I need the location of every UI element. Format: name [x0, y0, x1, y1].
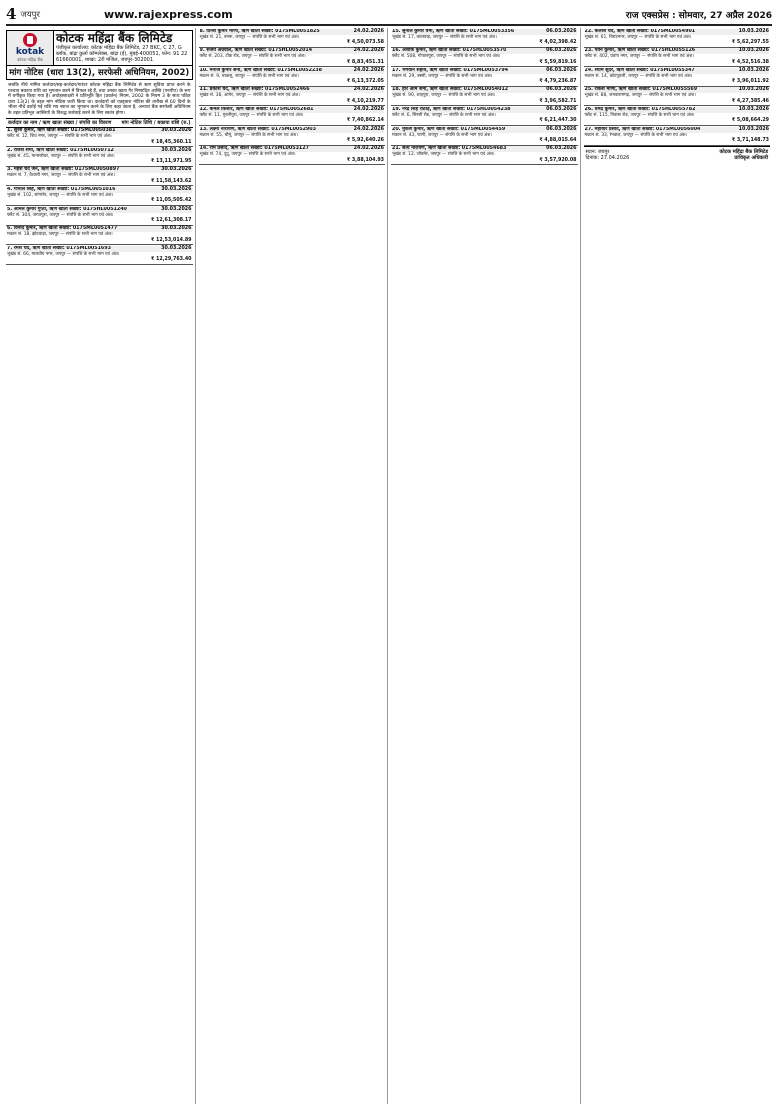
borrower-name: 24. श्याम सुंदर, ऋण खाता संख्या: 0175ML0055347: [584, 67, 695, 73]
borrower-name: 18. हरि ओम शर्मा, ऋण खाता संख्या: 0175ML0054012: [392, 87, 509, 93]
date-label: दिनांक: 27.04.2026: [585, 155, 630, 162]
property-description: फ्लैट सं. 304, जगतपुरा, जयपुर — संपत्ति के सभी भाग एवं अंश।: [7, 212, 114, 218]
borrower-name: 20. मुकेश कुमार, ऋण खाता संख्या: 0175ML0054459: [392, 126, 506, 132]
notice-date: 06.03.2026: [546, 28, 577, 34]
entry-head: [585, 29, 770, 35]
notice-date: 30.03.2026: [161, 245, 192, 251]
property-description: मकान सं. 7, वैशाली नगर, जयपुर — संपत्ति के सभी भाग एवं अंश।: [7, 173, 115, 179]
borrower-name: 21. सत्य नारायण, ऋण खाता संख्या: 0175ML0054683: [392, 146, 507, 152]
borrower-name: 23. पवन कुमार, ऋण खाता संख्या: 0175HL0055126: [584, 48, 696, 54]
property-description: मकान सं. 9, चाकसू, जयपुर — संपत्ति के सभी भाग एवं अंश।: [199, 73, 299, 79]
entry-head: [200, 68, 385, 74]
notice-entry: [6, 206, 193, 226]
notice-entry: [391, 126, 578, 146]
property-description: फ्लैट सं. 11, मुरलीपुरा, जयपुर — संपत्ति के सभी भाग एवं अंश।: [199, 112, 304, 118]
property-description: भूखंड सं. 12, जोबनेर, जयपुर — संपत्ति के सभी भाग एवं अंश।: [392, 152, 495, 158]
notice-intro: जबकि नीचे नामित कर्जदार/सह-कर्जदार/गारंटर कोटक महिंद्रा बैंक लिमिटेड से ऋण सुविधा प्राप्त करने के पश्चात बकाया राशि का भुगतान करने में विफल रहे हैं, तथा उनका खाता गैर निष्पादित आस्ति (एनपीए) के रूप में वर्गीकृत किया गया है। अधोहस्ताक्षरी ने प्रतिभूति हित (प्रवर्तन) नियम, 2002 के नियम 3 के साथ पठित धारा 13(2) के तहत मांग नोटिस जारी किया था। कर्जदारों को एतद्द्वारा नोटिस की तारीख से 60 दिनों के भीतर नीचे दर्शाई गई राशि मय ब्याज का भुगतान करने के लिए कहा जाता है, अन्यथा बैंक सरफेसी अधिनियम के तहत प्रतिभूत आस्तियों के विरुद्ध कार्रवाई करने के लिए स्वतंत्र होगा।: [8, 83, 191, 116]
outstanding-amount: ₹ 5,62,297.55: [731, 40, 769, 45]
entry-head: [7, 207, 192, 213]
property-description: मकान सं. 29, बस्सी, जयपुर — संपत्ति के सभी भाग एवं अंश।: [392, 73, 493, 79]
outstanding-amount: ₹ 4,10,219.77: [346, 98, 384, 104]
entries-list: [584, 28, 771, 146]
notice-entry: [199, 87, 386, 107]
borrower-name: 11. प्रकाश चंद, ऋण खाता संख्या: 0175ML0052466: [199, 87, 310, 93]
notice-entry: [6, 147, 193, 167]
column-4: [584, 28, 773, 1104]
borrower-name: 6. विनोद कुमार, ऋण खाता संख्या: 0175ML0051477: [7, 226, 118, 232]
outstanding-amount: ₹ 3,96,582.71: [539, 98, 577, 104]
entry-head: [7, 246, 192, 252]
outstanding-amount: ₹ 4,50,073.58: [346, 40, 384, 45]
notice-date: 10.03.2026: [738, 126, 769, 132]
notice-date: 06.03.2026: [546, 106, 577, 112]
outstanding-amount: ₹ 4,88,015.64: [539, 137, 577, 143]
outstanding-amount: ₹ 3,57,920.08: [539, 157, 577, 163]
page-number: 4: [6, 5, 17, 23]
signer-title: प्राधिकृत अधिकारी: [734, 155, 768, 162]
borrower-name: 27. महावीर प्रसाद, ऋण खाता संख्या: 0175ML0056004: [584, 126, 701, 132]
notice-date: 24.02.2026: [353, 146, 384, 152]
bank-address: पंजीकृत कार्यालय: कोटक महिंद्रा बैंक लिमिटेड, 27 BKC, C 27, G ब्लॉक, बांद्रा कुर्ला कॉम्प्लेक्स, बांद्रा (ई), मुंबई-400051, फोन: 91 22 61660001, शाखा: 2री मंजिल, जयपुर-302001: [56, 45, 188, 63]
borrower-name: 26. धर्मेंद्र कुमार, ऋण खाता संख्या: 0175HL0055782: [584, 106, 696, 112]
table-header: [6, 118, 193, 128]
notice-date: 10.03.2026: [738, 87, 769, 93]
notice-date: 24.02.2026: [353, 67, 384, 73]
masthead: [6, 4, 772, 26]
column-3: [391, 28, 581, 1104]
notice-entry: [584, 126, 771, 146]
property-description: मकान सं. 18, झोटवाड़ा, जयपुर — संपत्ति के सभी भाग एवं अंश।: [7, 232, 113, 238]
entries-list: [6, 128, 193, 265]
notice-date: 24.02.2026: [353, 87, 384, 93]
notice-date: 24.02.2026: [353, 106, 384, 112]
notice-entry: [391, 146, 578, 166]
logo-word: kotak: [15, 47, 45, 57]
property-description: फ्लैट सं. 115, निवारू रोड, जयपुर — संपत्ति के सभी भाग एवं अंश।: [584, 112, 695, 118]
borrower-name: 17. भगवान सहाय, ऋण खाता संख्या: 0175ML0053794: [392, 67, 509, 73]
outstanding-amount: ₹ 18,45,360.11: [150, 139, 192, 145]
property-description: भूखंड सं. 102, सांगानेर, जयपुर — संपत्ति के सभी भाग एवं अंश।: [7, 192, 114, 198]
notice-entry: [391, 106, 578, 126]
outstanding-amount: ₹ 4,79,236.87: [539, 79, 577, 85]
notice-date: 30.03.2026: [161, 206, 192, 212]
entries-list: [199, 28, 386, 165]
notice-entry: [199, 28, 386, 48]
property-description: फ्लैट सं. 6, सिरसी रोड, जयपुर — संपत्ति के सभी भाग एवं अंश।: [392, 112, 496, 118]
outstanding-amount: ₹ 12,53,014.89: [150, 237, 192, 243]
bank-header: [7, 31, 192, 65]
outstanding-amount: ₹ 6,21,447.30: [539, 118, 577, 124]
entry-head: [585, 127, 770, 133]
notice-footer: [584, 146, 771, 164]
notice-date: 30.03.2026: [161, 226, 192, 232]
notice-date: 30.03.2026: [161, 147, 192, 153]
footer-row: [586, 155, 769, 162]
outstanding-amount: ₹ 11,58,143.62: [150, 178, 192, 184]
property-description: फ्लैट सं. 508, गोपालपुरा, जयपुर — संपत्ति के सभी भाग एवं अंश।: [392, 54, 501, 60]
notice-entry: [6, 128, 193, 148]
outstanding-amount: ₹ 5,92,640.26: [346, 137, 384, 143]
outstanding-amount: ₹ 11,05,505.42: [150, 198, 192, 204]
notice-entry: [391, 48, 578, 68]
property-description: भूखंड सं. 61, विराटनगर, जयपुर — संपत्ति के सभी भाग एवं अंश।: [584, 34, 692, 40]
borrower-name: 8. दिनेश कुमार मीणा, ऋण खाता संख्या: 0175ML0051825: [199, 28, 320, 34]
borrower-name: 19. नरेंद्र सिंह राठौड़, ऋण खाता संख्या: 0175HL0054238: [392, 106, 511, 112]
kotak-logo-icon: [23, 33, 37, 47]
notice-date: 10.03.2026: [738, 48, 769, 54]
outstanding-amount: ₹ 4,52,516.38: [731, 59, 769, 65]
notice-date: 30.03.2026: [161, 128, 192, 134]
table-header-left: कर्जदार का नाम / ऋण खाता संख्या / संपत्ति का विवरण: [8, 119, 112, 126]
notice-entry: [391, 28, 578, 48]
outstanding-amount: ₹ 3,88,104.93: [346, 157, 384, 163]
property-description: मकान सं. 43, फागी, जयपुर — संपत्ति के सभी भाग एवं अंश।: [392, 132, 493, 138]
notice-date: 10.03.2026: [738, 67, 769, 73]
property-description: भूखंड सं. 90, शाहपुरा, जयपुर — संपत्ति के सभी भाग एवं अंश।: [392, 93, 496, 99]
entry-head: [392, 68, 577, 74]
outstanding-amount: ₹ 4,27,385.46: [731, 98, 769, 104]
notice-date: 06.03.2026: [546, 48, 577, 54]
borrower-name: 14. राम प्रसाद, ऋण खाता संख्या: 0175ML0053127: [199, 146, 309, 152]
website-link[interactable]: www.rajexpress.com: [103, 7, 233, 21]
entry-head: [392, 29, 577, 35]
publication-date: राज एक्सप्रेस : सोमवार, 27 अप्रैल 2026: [625, 10, 772, 21]
notice-entry: [584, 87, 771, 107]
borrower-name: 4. गोपाल सिंह, ऋण खाता संख्या: 0175ML0051016: [7, 186, 116, 192]
notice-entry: [391, 67, 578, 87]
notice-entry: [199, 146, 386, 166]
table-header-right: मांग नोटिस तिथि / बकाया राशि (रु.): [121, 119, 191, 126]
outstanding-amount: ₹ 6,13,372.05: [346, 79, 384, 85]
notice-entry: [6, 245, 193, 265]
outstanding-amount: ₹ 5,59,819.16: [539, 59, 577, 65]
signer-bank: कोटक महिंद्रा बैंक लिमिटेड: [719, 148, 768, 155]
column-1: [6, 28, 196, 1104]
property-description: भूखंड सं. 88, जमवारामगढ़, जयपुर — संपत्ति के सभी भाग एवं अंश।: [584, 93, 696, 99]
borrower-name: 7. रमेश चंद, ऋण खाता संख्या: 0175ML0051693: [7, 245, 111, 251]
entry-head: [585, 68, 770, 74]
notice-entry: [6, 226, 193, 246]
borrower-name: 3. महेश चंद जैन, ऋण खाता संख्या: 0175ML0050897: [7, 167, 120, 173]
outstanding-amount: ₹ 12,29,763.40: [150, 257, 192, 263]
property-description: फ्लैट सं. 12, शिव नगर, जयपुर — संपत्ति के सभी भाग एवं अंश।: [7, 134, 112, 140]
notice-header-box: [6, 30, 193, 80]
notice-entry: [199, 67, 386, 87]
city-name: जयपुर: [20, 9, 40, 20]
outstanding-amount: ₹ 4,02,398.42: [539, 40, 577, 45]
notice-date: 24.02.2026: [353, 48, 384, 54]
notice-entry: [391, 87, 578, 107]
kotak-logo: [7, 31, 54, 65]
notice-entry: [6, 186, 193, 206]
notice-date: 06.03.2026: [546, 146, 577, 152]
notice-date: 30.03.2026: [161, 186, 192, 192]
notice-entry: [584, 48, 771, 68]
notice-date: 06.03.2026: [546, 67, 577, 73]
notice-entry: [584, 106, 771, 126]
property-description: मकान सं. 14, कोटपूतली, जयपुर — संपत्ति के सभी भाग एवं अंश।: [584, 73, 693, 79]
notice-date: 06.03.2026: [546, 87, 577, 93]
notice-date: 30.03.2026: [161, 167, 192, 173]
borrower-name: 2. राजेश शर्मा, ऋण खाता संख्या: 0175HL0050712: [7, 147, 114, 153]
borrower-name: 25. राकेश मीणा, ऋण खाता संख्या: 0175ML0055569: [584, 87, 698, 93]
property-description: भूखंड सं. 21, बगरू, जयपुर — संपत्ति के सभी भाग एवं अंश।: [199, 34, 300, 40]
borrower-name: 10. मनोज कुमार सैनी, ऋण खाता संख्या: 0175ML0052238: [199, 67, 322, 73]
property-description: भूखंड सं. 74, दूदू, जयपुर — संपत्ति के सभी भाग एवं अंश।: [199, 152, 296, 158]
outstanding-amount: ₹ 7,40,862.14: [346, 118, 384, 124]
entry-head: [392, 127, 577, 133]
bank-titles: [54, 31, 192, 65]
notice-entry: [584, 67, 771, 87]
notice-date: 10.03.2026: [738, 28, 769, 34]
outstanding-amount: ₹ 3,96,011.92: [731, 79, 769, 85]
borrower-name: 9. संजय अग्रवाल, ऋण खाता संख्या: 0175HL0052014: [199, 48, 313, 54]
entry-head: [200, 29, 385, 35]
outstanding-amount: ₹ 3,71,148.73: [731, 137, 769, 143]
entry-head: [200, 127, 385, 133]
outstanding-amount: ₹ 5,08,664.29: [731, 118, 769, 124]
property-description: फ्लैट सं. 402, प्रताप नगर, जयपुर — संपत्ति के सभी भाग एवं अंश।: [584, 54, 694, 60]
notice-date: 24.02.2026: [353, 28, 384, 34]
entry-head: [7, 148, 192, 154]
columns-container: [6, 28, 772, 1104]
property-description: भूखंड सं. 17, कालवाड़, जयपुर — संपत्ति के सभी भाग एवं अंश।: [392, 34, 497, 40]
property-description: मकान सं. 55, चौमूं, जयपुर — संपत्ति के सभी भाग एवं अंश।: [199, 132, 298, 138]
borrower-name: 16. अशोक कुमार, ऋण खाता संख्या: 0175HL0053570: [392, 48, 507, 54]
notice-entry: [199, 48, 386, 68]
property-description: फ्लैट सं. 203, टोंक रोड, जयपुर — संपत्ति के सभी भाग एवं अंश।: [199, 54, 306, 60]
logo-sub: कोटक महिंद्रा बैंक: [17, 57, 43, 62]
notice-date: 06.03.2026: [546, 126, 577, 132]
notice-entry: [199, 106, 386, 126]
outstanding-amount: ₹ 13,11,971.95: [150, 159, 192, 165]
property-description: भूखंड सं. 45, मानसरोवर, जयपुर — संपत्ति के सभी भाग एवं अंश।: [7, 153, 115, 159]
borrower-name: 1. सुरेश कुमार, ऋण खाता संख्या: 0175ML0050381: [7, 128, 116, 134]
borrower-name: 15. सुनील कुमार वर्मा, ऋण खाता संख्या: 0175ML0053356: [392, 28, 515, 34]
outstanding-amount: ₹ 12,61,308.17: [150, 217, 192, 223]
notice-entry: [199, 126, 386, 146]
property-description: मकान सं. 33, रेनवाल, जयपुर — संपत्ति के सभी भाग एवं अंश।: [584, 132, 688, 138]
borrower-name: 22. कैलाश चंद, ऋण खाता संख्या: 0175ML0054901: [584, 28, 696, 34]
notice-date: 10.03.2026: [738, 106, 769, 112]
outstanding-amount: ₹ 8,83,451.31: [346, 59, 384, 65]
property-description: भूखंड सं. 66, मालवीय नगर, जयपुर — संपत्ति के सभी भाग एवं अंश।: [7, 251, 120, 257]
bank-name: कोटक महिंद्रा बैंक लिमिटेड: [56, 31, 173, 45]
entries-list: [391, 28, 578, 165]
column-2: [199, 28, 389, 1104]
borrower-name: 5. अनिल कुमार गुप्ता, ऋण खाता संख्या: 0175HL0051240: [7, 206, 127, 212]
property-description: भूखंड सं. 38, आमेर, जयपुर — संपत्ति के सभी भाग एवं अंश।: [199, 93, 300, 99]
notice-date: 24.02.2026: [353, 126, 384, 132]
notice-title: मांग नोटिस (धारा 13(2), सरफेसी अधिनियम, 2002): [7, 65, 192, 79]
borrower-name: 13. लक्ष्मी नारायण, ऋण खाता संख्या: 0175ML0052903: [199, 126, 316, 132]
notice-entry: [584, 28, 771, 48]
notice-entry: [6, 167, 193, 187]
place-label: स्थान: जयपुर: [585, 148, 610, 155]
borrower-name: 12. कमल किशोर, ऋण खाता संख्या: 0175HL0052681: [199, 106, 314, 112]
